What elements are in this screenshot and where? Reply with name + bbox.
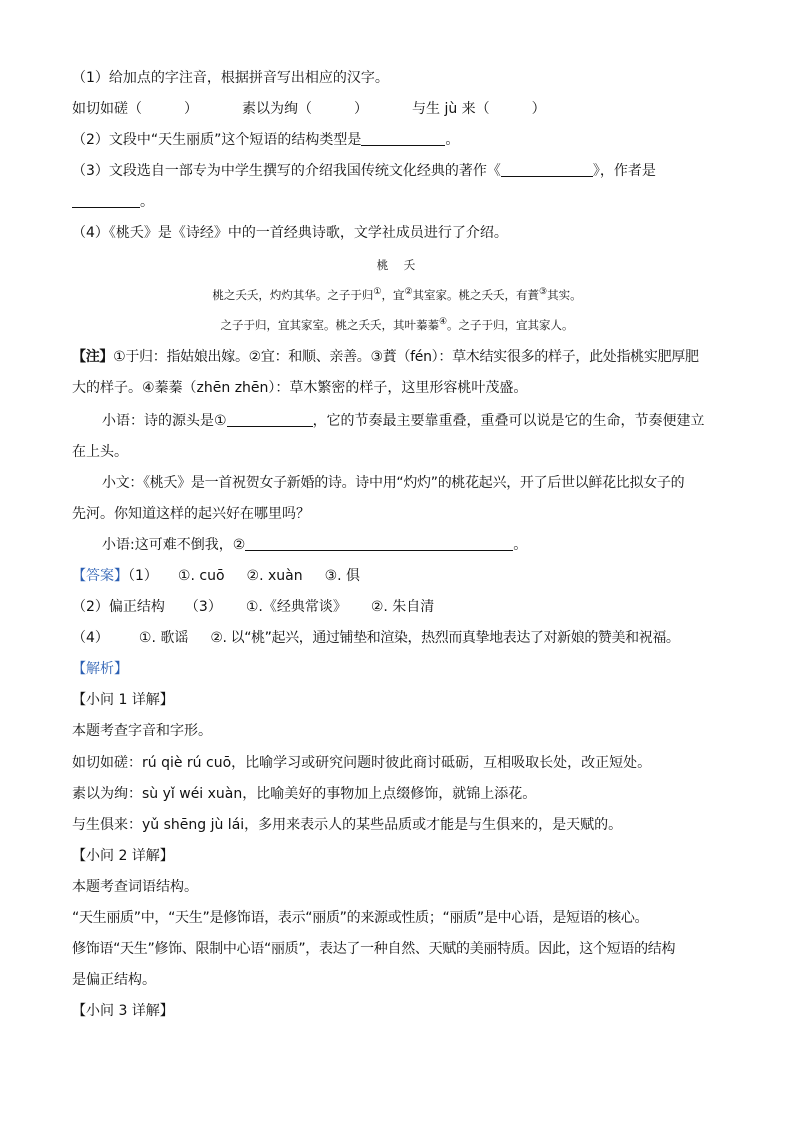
answer-line-2 <box>72 597 724 617</box>
answer-blank[interactable] <box>227 412 313 427</box>
q1-item-2: 素以为绚（ ） <box>242 101 368 117</box>
answer-num: （4） <box>72 630 109 646</box>
q3-line <box>72 161 724 181</box>
answer-num: （3） <box>184 599 222 615</box>
xiaoyu-line-1 <box>102 411 724 431</box>
section-2-line-3: 是偏正结构。 <box>72 972 156 988</box>
q3-end: 。 <box>140 194 154 210</box>
section-1-line-1: 如切如磋：rú qiè rú cuō，比喻学习或研究问题时彼此商讨砥砺，互相吸取长处，改正短处。 <box>72 755 652 771</box>
answer-item: （2）偏正结构 <box>72 599 165 615</box>
section-2-title: 【小问 2 详解】 <box>72 848 174 864</box>
section-1-line-3: 与生俱来：yǔ shēng jù lái，多用来表示人的某些品质或才能是与生俱来的，是天赋的。 <box>72 817 623 833</box>
note-label: 【注】 <box>72 349 114 365</box>
poem-title: 桃 夭 <box>376 258 418 272</box>
poem-line-2 <box>0 316 794 334</box>
dialog-text: 小语:这可难不倒我，② <box>102 537 246 553</box>
xiaowen-line-2: 先河。你知道这样的起兴好在哪里吗？ <box>72 506 310 522</box>
section-1-title: 【小问 1 详解】 <box>72 692 174 708</box>
answer-item: ③. 俱 <box>324 568 361 584</box>
section-1-line-2: 素以为绚：sù yǐ wéi xuàn，比喻美好的事物加上点缀修饰，就锦上添花。 <box>72 786 537 802</box>
poem-text: 其室家。桃之夭夭，有蕡 <box>412 288 540 302</box>
analysis-label: 【解析】 <box>72 661 128 677</box>
note-line-2: 大的样子。④蓁蓁（zhēn zhēn）：草木繁密的样子，这里形容桃叶茂盛。 <box>72 380 528 396</box>
answer-item: ②. xuàn <box>246 568 303 584</box>
q1-item-1: 如切如磋（ ） <box>72 101 198 117</box>
answer-blank[interactable] <box>501 162 593 177</box>
answer-line-3 <box>72 628 724 648</box>
footnote-mark: ② <box>404 287 413 297</box>
footnote-mark: ③ <box>539 287 548 297</box>
answer-blank[interactable] <box>361 131 445 146</box>
footnote-mark: ④ <box>438 317 448 327</box>
answer-item: ①. 歌谣 <box>138 630 189 646</box>
answer-blank[interactable] <box>245 536 513 551</box>
poem-text: 其实。 <box>547 288 582 302</box>
xiaoyu-line-3 <box>102 535 724 555</box>
answer-item: ①.《经典常谈》 <box>245 599 347 615</box>
xiaoyu-line-2: 在上头。 <box>72 444 128 460</box>
answer-blank[interactable] <box>72 193 140 208</box>
q2-text: （2）文段中“天生丽质”这个短语的结构类型是 <box>72 132 362 148</box>
answer-item: ①. cuō <box>177 568 225 584</box>
dialog-text: 。 <box>513 537 528 553</box>
section-2-intro: 本题考查词语结构。 <box>72 879 198 895</box>
q4-intro: （4）《桃夭》是《诗经》中的一首经典诗歌，文学社成员进行了介绍。 <box>72 225 508 241</box>
dialog-text: 小语：诗的源头是① <box>102 413 227 429</box>
q3-line-2 <box>72 192 724 212</box>
q3-text: （3）文段选自一部专为中学生撰写的介绍我国传统文化经典的著作《 <box>72 163 501 179</box>
q1-items <box>72 99 724 119</box>
note-line-1 <box>72 347 724 367</box>
q2-end: 。 <box>445 132 460 148</box>
answer-item: ②. 以“桃”起兴，通过铺垫和渲染，热烈而真挚地表达了对新娘的赞美和祝福。 <box>210 630 680 646</box>
answer-item: ②. 朱自清 <box>370 599 435 615</box>
section-1-intro: 本题考查字音和字形。 <box>72 723 212 739</box>
section-3-title: 【小问 3 详解】 <box>72 1003 174 1019</box>
section-2-line-1: “天生丽质”中，“天生”是修饰语，表示“丽质”的来源或性质；“丽质”是中心语，是短语的核心。 <box>72 910 649 926</box>
poem-text: 。之子于归，宜其家人。 <box>447 318 574 332</box>
poem-text: ，宜 <box>381 288 405 302</box>
q3-text-after: 》，作者是 <box>592 163 656 179</box>
q1-instruction: （1）给加点的字注音，根据拼音写出相应的汉字。 <box>72 70 389 86</box>
note-text: ①于归：指姑娘出嫁。②宜：和顺、亲善。③蕡（fén）：草木结实很多的样子，此处指桃实肥厚肥 <box>113 349 699 365</box>
answer-line-1 <box>72 566 724 586</box>
dialog-text: ，它的节奏最主要靠重叠，重叠可以说是它的生命，节奏便建立 <box>312 413 705 429</box>
footnote-mark: ① <box>373 287 382 297</box>
answer-label: 【答案】 <box>72 568 128 584</box>
q2-line <box>72 130 724 150</box>
xiaowen-line-1: 小文：《桃夭》是一首祝贺女子新婚的诗。诗中用“灼灼”的桃花起兴，开了后世以鲜花比拟女子的 <box>102 475 685 491</box>
q1-item-3: 与生 jù 来（ ） <box>412 101 546 117</box>
poem-text: 桃之夭夭，灼灼其华。之子于归 <box>212 288 374 302</box>
answer-num: （1） <box>128 568 158 584</box>
poem-text: 之子于归，宜其家室。桃之夭夭，其叶蓁蓁 <box>220 318 439 332</box>
section-2-line-2: 修饰语“天生”修饰、限制中心语“丽质”，表达了一种自然、天赋的美丽特质。因此，这个短语的结构 <box>72 941 676 957</box>
poem-line-1 <box>0 286 794 304</box>
